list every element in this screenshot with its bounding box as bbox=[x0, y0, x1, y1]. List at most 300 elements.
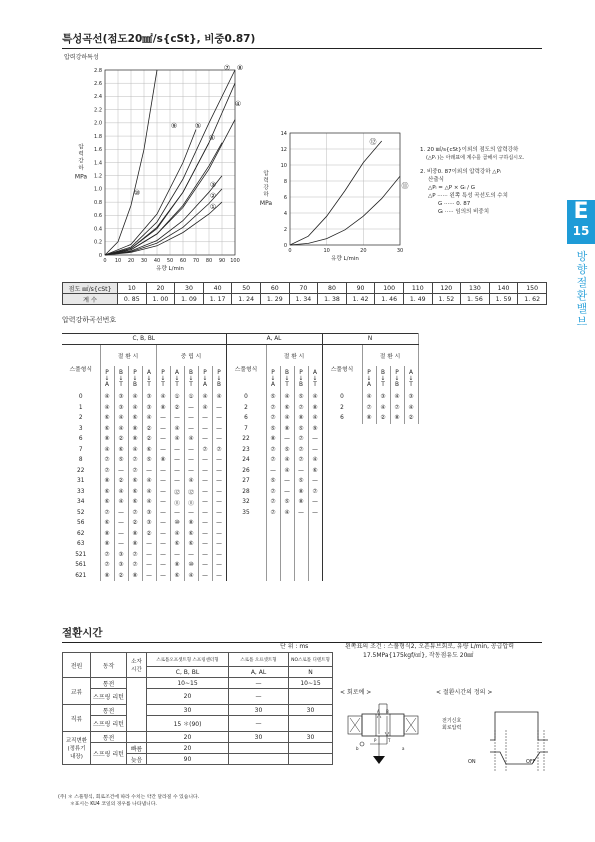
viscosity-table bbox=[62, 282, 547, 305]
viscosity-value: 110 bbox=[403, 283, 432, 294]
curve-number-cell: ⑧ bbox=[128, 529, 142, 540]
y-axis-label: 력 bbox=[78, 151, 84, 158]
x-tick-label: 10 bbox=[114, 258, 122, 264]
empty-cell bbox=[322, 560, 362, 571]
y-tick-label: 1.0 bbox=[94, 186, 102, 193]
curve-number-cell: ⑩ bbox=[184, 560, 198, 571]
pressure-drop-title: 압력강하곡선번호 bbox=[62, 316, 117, 324]
curve-number-cell: — bbox=[198, 476, 212, 487]
empty-cell bbox=[362, 539, 376, 550]
empty-cell bbox=[404, 508, 418, 519]
circuit-diagram bbox=[340, 700, 430, 780]
port-header: P ↓ T bbox=[156, 366, 170, 392]
empty-cell bbox=[294, 539, 308, 550]
ct-cell: 20 bbox=[147, 732, 229, 743]
empty-cell bbox=[226, 560, 266, 571]
coefficient-value: 1. 42 bbox=[346, 294, 375, 305]
curve-number-cell: — bbox=[156, 445, 170, 456]
curve-number-cell: — bbox=[156, 508, 170, 519]
curve-number-cell: — bbox=[156, 529, 170, 540]
empty-cell bbox=[390, 487, 404, 498]
empty-cell bbox=[390, 466, 404, 477]
viscosity-value: 70 bbox=[289, 283, 318, 294]
spool-type-header: 스풀형식 bbox=[226, 344, 266, 392]
action-on: 통전 bbox=[91, 678, 127, 689]
curve-number-cell: ⑤ bbox=[142, 455, 156, 466]
spool-type-cell: 23 bbox=[226, 445, 266, 456]
series-label: ⑤ bbox=[194, 122, 202, 130]
y-tick-label: 0.2 bbox=[94, 239, 102, 246]
svg-text:B: B bbox=[386, 709, 389, 714]
curve-number-cell: — bbox=[212, 434, 226, 445]
empty-cell bbox=[376, 560, 390, 571]
curve-number-cell: ② bbox=[128, 518, 142, 529]
viscosity-value: 20 bbox=[146, 283, 175, 294]
tab-letter: E bbox=[573, 199, 589, 224]
curve-number-cell: ⑤ bbox=[294, 424, 308, 435]
coefficient-header: 계 수 bbox=[63, 294, 118, 305]
svg-text:T: T bbox=[388, 738, 391, 743]
y-tick-label: 0 bbox=[98, 252, 102, 259]
curve-number-cell: ⑦ bbox=[308, 487, 322, 498]
ct-cell: 10∼15 bbox=[147, 678, 229, 689]
action-on: 통전 bbox=[91, 705, 127, 716]
coefficient-value: 1. 52 bbox=[432, 294, 461, 305]
power-ac: 교류 bbox=[63, 678, 91, 705]
empty-cell bbox=[294, 560, 308, 571]
series-line bbox=[105, 130, 196, 256]
y-tick-label: 10 bbox=[280, 162, 287, 169]
empty-cell bbox=[390, 476, 404, 487]
curve-number-cell: ③ bbox=[114, 560, 128, 571]
curve-number-cell: ④ bbox=[142, 413, 156, 424]
empty-cell bbox=[308, 518, 322, 529]
chart-notes bbox=[420, 146, 570, 216]
curve-number-cell: ③ bbox=[142, 518, 156, 529]
series-label: ④ bbox=[234, 100, 242, 108]
pressure-drop-chart-1 bbox=[60, 60, 245, 275]
curve-number-cell: — bbox=[184, 550, 198, 561]
ct-cell bbox=[229, 743, 289, 754]
curve-number-cell: — bbox=[114, 466, 128, 477]
ct-cell bbox=[289, 716, 333, 732]
series-label: ① bbox=[209, 203, 217, 211]
coil-blank bbox=[127, 678, 147, 732]
series-line bbox=[105, 143, 222, 255]
curve-number-cell: — bbox=[184, 508, 198, 519]
curve-number-cell: — bbox=[308, 497, 322, 508]
curve-number-cell: — bbox=[266, 466, 280, 477]
ct-cell bbox=[289, 689, 333, 705]
ct-cell: 20 bbox=[147, 743, 229, 754]
curve-number-cell: — bbox=[308, 476, 322, 487]
group-header-n: N bbox=[322, 334, 418, 345]
note-1a: 1. 20 ㎟/s{cSt}이외의 점도의 압력강하 bbox=[420, 147, 519, 153]
empty-cell bbox=[376, 434, 390, 445]
svg-text:b: b bbox=[356, 746, 359, 751]
y-axis-unit: MPa bbox=[74, 173, 88, 181]
x-tick-label: 40 bbox=[153, 258, 161, 264]
curve-number-cell: — bbox=[308, 434, 322, 445]
coefficient-value: 1. 24 bbox=[232, 294, 261, 305]
y-axis-label: 압 bbox=[263, 171, 269, 177]
curve-number-cell: — bbox=[212, 550, 226, 561]
y-axis-label: 하 bbox=[78, 165, 84, 172]
curve-number-cell: — bbox=[212, 508, 226, 519]
port-header: A ↓ T bbox=[404, 366, 418, 392]
curve-number-cell: — bbox=[156, 571, 170, 582]
curve-number-cell: — bbox=[114, 508, 128, 519]
curve-number-cell: ⑥ bbox=[128, 413, 142, 424]
curve-number-cell: — bbox=[170, 445, 184, 456]
empty-cell bbox=[390, 445, 404, 456]
coefficient-value: 1. 46 bbox=[375, 294, 404, 305]
empty-cell bbox=[266, 518, 280, 529]
curve-number-cell: — bbox=[142, 539, 156, 550]
y-tick-label: 14 bbox=[280, 130, 287, 137]
y-tick-label: 4 bbox=[283, 210, 287, 217]
port-header: P ↓ B bbox=[212, 366, 226, 392]
curve-number-cell: — bbox=[114, 539, 128, 550]
empty-cell bbox=[390, 571, 404, 582]
curve-number-cell: ② bbox=[142, 434, 156, 445]
empty-cell bbox=[308, 571, 322, 582]
unit-label: 단 위 : ms bbox=[280, 643, 309, 650]
ct-cell: — bbox=[229, 689, 289, 705]
curve-number-cell: ⑤ bbox=[266, 424, 280, 435]
curve-number-cell: ④ bbox=[308, 455, 322, 466]
cond-2: 17.5MPa{175kgf/㎠}, 작동점유도 20㎟ bbox=[363, 652, 474, 659]
empty-cell bbox=[376, 571, 390, 582]
ct-cell bbox=[289, 754, 333, 765]
curve-number-cell: ⑦ bbox=[266, 508, 280, 519]
empty-cell bbox=[266, 529, 280, 540]
empty-cell bbox=[390, 424, 404, 435]
empty-cell bbox=[226, 571, 266, 582]
empty-cell bbox=[294, 529, 308, 540]
empty-cell bbox=[376, 518, 390, 529]
port-header: P ↓ A bbox=[362, 366, 376, 392]
port-header: P ↓ A bbox=[266, 366, 280, 392]
ct-cell: — bbox=[229, 716, 289, 732]
empty-cell bbox=[322, 445, 362, 456]
curve-number-cell: ⑦ bbox=[100, 466, 114, 477]
curve-number-cell: ⑧ bbox=[280, 424, 294, 435]
curve-number-cell: — bbox=[198, 487, 212, 498]
empty-cell bbox=[322, 571, 362, 582]
hdr-c1b: C, B, BL bbox=[147, 667, 229, 678]
curve-number-cell: ④ bbox=[100, 392, 114, 403]
curve-number-cell: ④ bbox=[198, 403, 212, 414]
empty-cell bbox=[362, 434, 376, 445]
curve-number-cell: ③ bbox=[114, 392, 128, 403]
curve-number-cell: ⑧ bbox=[184, 518, 198, 529]
spool-type-cell: 24 bbox=[226, 455, 266, 466]
port-header: A ↓ T bbox=[142, 366, 156, 392]
curve-number-cell: ⑧ bbox=[294, 487, 308, 498]
curve-number-cell: — bbox=[184, 445, 198, 456]
tab-number: 15 bbox=[572, 224, 590, 238]
ct-cell: 10∼15 bbox=[289, 678, 333, 689]
curve-number-cell: — bbox=[198, 455, 212, 466]
curve-number-cell: ④ bbox=[114, 424, 128, 435]
curve-number-cell: — bbox=[212, 497, 226, 508]
curve-number-cell: — bbox=[184, 413, 198, 424]
curve-number-cell: ④ bbox=[280, 466, 294, 477]
x-tick-label: 20 bbox=[360, 248, 367, 254]
port-header: P ↓ A bbox=[198, 366, 212, 392]
curve-number-cell: ④ bbox=[184, 476, 198, 487]
curve-number-cell: ⑦ bbox=[266, 403, 280, 414]
note-2b: 산출식 bbox=[428, 177, 444, 183]
curve-number-cell: ⑤ bbox=[114, 455, 128, 466]
spool-type-cell: 7 bbox=[62, 445, 100, 456]
viscosity-header: 점도 ㎟/s{cSt} bbox=[63, 283, 118, 294]
empty-cell bbox=[404, 518, 418, 529]
power-dc: 직류 bbox=[63, 705, 91, 732]
x-tick-label: 30 bbox=[396, 248, 404, 254]
spool-table bbox=[62, 333, 419, 581]
viscosity-value: 10 bbox=[118, 283, 147, 294]
curve-number-cell: — bbox=[156, 476, 170, 487]
spool-type-cell: 34 bbox=[62, 497, 100, 508]
series-label: ③ bbox=[209, 181, 217, 189]
coefficient-value: 1. 09 bbox=[175, 294, 204, 305]
port-header: A ↓ T bbox=[308, 366, 322, 392]
action-spring: 스프링 리턴 bbox=[91, 716, 127, 732]
y-tick-label: 2.2 bbox=[94, 107, 102, 114]
curve-number-cell: ⑥ bbox=[184, 539, 198, 550]
on-label: ON bbox=[468, 759, 476, 765]
y-tick-label: 2.6 bbox=[94, 81, 102, 88]
curve-number-cell: ④ bbox=[184, 571, 198, 582]
signal-label-1: 전기신호 bbox=[442, 718, 462, 724]
empty-cell bbox=[322, 487, 362, 498]
hdr-coil: 소자 시간 bbox=[127, 653, 147, 678]
curve-number-cell: ⑦ bbox=[266, 487, 280, 498]
empty-cell bbox=[280, 539, 294, 550]
spool-type-cell: 0 bbox=[322, 392, 362, 403]
curve-number-cell: ⑦ bbox=[128, 455, 142, 466]
empty-cell bbox=[362, 550, 376, 561]
empty-cell bbox=[322, 476, 362, 487]
coefficient-value: 1. 29 bbox=[260, 294, 289, 305]
curve-number-cell: ⑪ bbox=[184, 497, 198, 508]
curve-number-cell: ③ bbox=[142, 403, 156, 414]
spool-type-cell: 62 bbox=[62, 529, 100, 540]
curve-number-cell: ⑦ bbox=[266, 497, 280, 508]
svg-text:A: A bbox=[377, 709, 380, 714]
curve-number-cell: ② bbox=[404, 413, 418, 424]
viscosity-value: 100 bbox=[375, 283, 404, 294]
curve-number-cell: ⑥ bbox=[170, 539, 184, 550]
curve-number-cell: ④ bbox=[128, 445, 142, 456]
empty-cell bbox=[362, 455, 376, 466]
coil-slow: 늦음 bbox=[127, 754, 147, 765]
curve-number-cell: ⑦ bbox=[294, 403, 308, 414]
spool-type-header: 스풀형식 bbox=[322, 344, 362, 392]
curve-number-cell: ⑥ bbox=[308, 466, 322, 477]
curve-number-cell: ⑧ bbox=[362, 413, 376, 424]
viscosity-value: 90 bbox=[346, 283, 375, 294]
empty-cell bbox=[362, 529, 376, 540]
spool-type-cell: 0 bbox=[226, 392, 266, 403]
coefficient-value: 0. 85 bbox=[118, 294, 147, 305]
empty-cell bbox=[404, 550, 418, 561]
curve-number-cell: ⑦ bbox=[128, 560, 142, 571]
empty-cell bbox=[404, 529, 418, 540]
curve-number-cell: ④ bbox=[362, 392, 376, 403]
note-2f: Gₗ ····· 임의의 비중치 bbox=[438, 209, 490, 215]
series-line bbox=[290, 176, 400, 245]
spool-type-cell: 56 bbox=[62, 518, 100, 529]
empty-cell bbox=[404, 539, 418, 550]
empty-cell bbox=[362, 476, 376, 487]
y-axis-label: 하 bbox=[263, 192, 269, 198]
empty-cell bbox=[362, 560, 376, 571]
spool-type-cell: 621 bbox=[62, 571, 100, 582]
note-2c: △Pₗ = △P × Gₗ / G bbox=[428, 185, 476, 191]
curve-number-cell: — bbox=[156, 424, 170, 435]
curve-number-cell: ④ bbox=[404, 403, 418, 414]
curve-number-cell: ③ bbox=[376, 392, 390, 403]
port-header: B ↓ T bbox=[184, 366, 198, 392]
empty-cell bbox=[404, 455, 418, 466]
curve-number-cell: ② bbox=[114, 571, 128, 582]
curve-number-cell: ② bbox=[142, 424, 156, 435]
coil-blank bbox=[127, 732, 147, 743]
switch-header: 절 환 시 bbox=[362, 344, 418, 366]
switch-header: 절 환 시 bbox=[266, 344, 322, 366]
viscosity-value: 130 bbox=[461, 283, 490, 294]
empty-cell bbox=[280, 571, 294, 582]
y-tick-label: 1.4 bbox=[94, 160, 102, 167]
curve-number-cell: — bbox=[212, 560, 226, 571]
section-title: 특성곡선(점도20㎟/s{cSt}, 비중0.87) bbox=[62, 31, 542, 49]
curve-number-cell: ⑧ bbox=[156, 455, 170, 466]
curve-number-cell: ④ bbox=[198, 392, 212, 403]
curve-number-cell: ⑥ bbox=[184, 529, 198, 540]
empty-cell bbox=[322, 424, 362, 435]
coefficient-value: 1. 00 bbox=[146, 294, 175, 305]
curve-number-cell: — bbox=[170, 550, 184, 561]
ct-cell bbox=[289, 743, 333, 754]
curve-number-cell: ⑥ bbox=[280, 403, 294, 414]
curve-number-cell: ④ bbox=[114, 497, 128, 508]
empty-cell bbox=[404, 466, 418, 477]
empty-cell bbox=[322, 518, 362, 529]
curve-number-cell: — bbox=[212, 466, 226, 477]
group-header-aal: A, AL bbox=[226, 334, 322, 345]
curve-number-cell: — bbox=[198, 497, 212, 508]
curve-number-cell: — bbox=[212, 424, 226, 435]
curve-number-cell: ⑤ bbox=[266, 392, 280, 403]
curve-number-cell: ⑧ bbox=[390, 413, 404, 424]
y-tick-label: 0.4 bbox=[94, 226, 102, 233]
hdr-c3: NO스로틀 디텐트형 bbox=[289, 653, 333, 667]
empty-cell bbox=[308, 529, 322, 540]
curve-number-cell: ⑥ bbox=[100, 413, 114, 424]
coefficient-value: 1. 59 bbox=[489, 294, 518, 305]
curve-number-cell: — bbox=[212, 529, 226, 540]
action-on: 통전 bbox=[91, 732, 127, 743]
spool-type-cell: 1 bbox=[62, 403, 100, 414]
y-tick-label: 0 bbox=[283, 242, 287, 249]
empty-cell bbox=[362, 445, 376, 456]
y-tick-label: 2.8 bbox=[94, 67, 102, 74]
curve-number-cell: ④ bbox=[128, 403, 142, 414]
y-axis-label: 강 bbox=[78, 158, 84, 165]
viscosity-value: 80 bbox=[318, 283, 347, 294]
curve-number-cell: ③ bbox=[114, 550, 128, 561]
curve-number-cell: — bbox=[198, 550, 212, 561]
neutral-header: 중 립 시 bbox=[156, 344, 226, 366]
empty-cell bbox=[376, 550, 390, 561]
curve-number-cell: ⑥ bbox=[100, 487, 114, 498]
ct-cell bbox=[229, 754, 289, 765]
empty-cell bbox=[362, 508, 376, 519]
empty-cell bbox=[404, 560, 418, 571]
spool-type-cell: 28 bbox=[226, 487, 266, 498]
y-tick-label: 1.8 bbox=[94, 133, 102, 140]
curve-number-cell: ⑩ bbox=[170, 518, 184, 529]
spool-type-cell: 521 bbox=[62, 550, 100, 561]
curve-number-cell: — bbox=[156, 434, 170, 445]
empty-cell bbox=[322, 539, 362, 550]
curve-number-cell: ⑧ bbox=[100, 529, 114, 540]
curve-number-cell: — bbox=[198, 434, 212, 445]
empty-cell bbox=[376, 539, 390, 550]
y-tick-label: 2 bbox=[283, 226, 287, 233]
action-spring: 스프링 리턴 bbox=[91, 743, 127, 765]
viscosity-value: 30 bbox=[175, 283, 204, 294]
empty-cell bbox=[376, 487, 390, 498]
coefficient-value: 1. 56 bbox=[461, 294, 490, 305]
curve-number-cell: — bbox=[212, 571, 226, 582]
curve-number-cell: ⑦ bbox=[100, 508, 114, 519]
y-tick-label: 1.2 bbox=[94, 173, 102, 180]
curve-number-cell: ⑧ bbox=[308, 403, 322, 414]
curve-number-cell: — bbox=[308, 508, 322, 519]
empty-cell bbox=[362, 571, 376, 582]
spool-type-cell: 3 bbox=[62, 424, 100, 435]
viscosity-value: 60 bbox=[260, 283, 289, 294]
empty-cell bbox=[362, 518, 376, 529]
curve-number-cell: — bbox=[184, 424, 198, 435]
port-header: B ↓ T bbox=[376, 366, 390, 392]
empty-cell bbox=[390, 497, 404, 508]
curve-number-cell: ⑧ bbox=[128, 539, 142, 550]
empty-cell bbox=[390, 539, 404, 550]
spool-type-cell: 6 bbox=[322, 413, 362, 424]
spool-type-header: 스풀형식 bbox=[62, 344, 100, 392]
curve-number-cell: — bbox=[156, 497, 170, 508]
curve-number-cell: — bbox=[170, 466, 184, 477]
empty-cell bbox=[266, 571, 280, 582]
curve-number-cell: — bbox=[170, 508, 184, 519]
spool-type-cell: 0 bbox=[62, 392, 100, 403]
empty-cell bbox=[404, 571, 418, 582]
curve-number-cell: ⑦ bbox=[266, 455, 280, 466]
empty-cell bbox=[390, 434, 404, 445]
curve-number-cell: ⑤ bbox=[280, 497, 294, 508]
ct-cell: 30 bbox=[289, 705, 333, 716]
curve-number-cell: ④ bbox=[308, 413, 322, 424]
curve-number-cell: ⑦ bbox=[100, 455, 114, 466]
curve-number-cell: — bbox=[308, 445, 322, 456]
plot-frame bbox=[290, 133, 400, 245]
curve-number-cell: ⑦ bbox=[212, 445, 226, 456]
